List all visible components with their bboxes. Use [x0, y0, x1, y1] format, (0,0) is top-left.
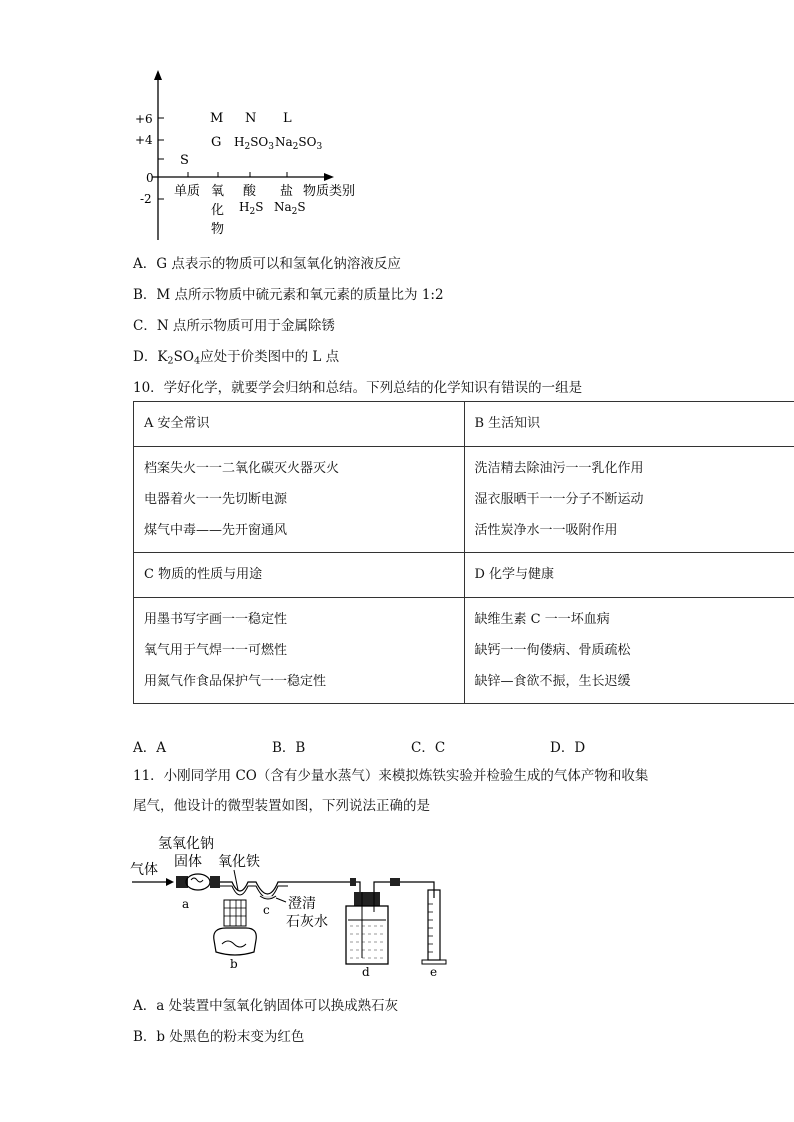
- cell-a-items: [134, 447, 465, 553]
- q10-stem: 10．学好化学，就要学会归纳和总结。下列总结的化学知识有错误的一组是: [133, 380, 583, 396]
- list-item: 档案失火一一二氧化碳灭火器灭火: [144, 461, 340, 476]
- category-oxide-2: 化: [211, 203, 225, 218]
- cell-d-title: D 化学与健康: [464, 553, 794, 598]
- q11-option-a[interactable]: A．a 处装置中氢氧化钠固体可以换成熟石灰: [133, 998, 399, 1014]
- label-fe2o3: 氧化铁: [218, 854, 260, 870]
- list-item: 活性炭净水一一吸附作用: [474, 523, 618, 538]
- point-label-s: S: [180, 153, 189, 168]
- point-label-m: M: [210, 111, 224, 126]
- x-axis-arrow: [324, 173, 334, 181]
- label-gas: 气体: [130, 862, 158, 878]
- category-salt: 盐: [280, 184, 294, 199]
- point-label-l: L: [283, 111, 292, 126]
- cell-b-items: [464, 447, 794, 553]
- point-label-h2so3: $H_2SO_3$: [234, 135, 274, 152]
- list-item: 缺维生素 C 一一坏血病: [474, 612, 610, 627]
- ironmaking-apparatus-diagram: [128, 828, 458, 978]
- category-oxide-3: 物: [211, 222, 225, 237]
- category-elemental: 单质: [174, 184, 201, 199]
- cylinder-e: [422, 890, 446, 964]
- knowledge-summary-table: [133, 401, 794, 704]
- list-item: 缺锌—食欲不振，生长迟缓: [474, 674, 631, 689]
- label-limewater-2: 石灰水: [286, 914, 328, 930]
- list-item: 用氮气作食品保护气一一稳定性: [144, 674, 327, 689]
- q11-stem-line1: 11．小刚同学用 CO（含有少量水蒸气）来模拟炼铁实验并检验生成的气体产物和收集: [133, 768, 649, 784]
- valence-class-graph: [130, 68, 370, 248]
- list-item: 洗洁精去除油污一一乳化作用: [474, 461, 644, 476]
- label-d: d: [362, 965, 370, 978]
- q9-option-d[interactable]: D．$K_2SO_4$应处于价类图中的 L 点: [133, 349, 340, 367]
- list-item: 缺钙一一佝偻病、骨质疏松: [474, 643, 631, 658]
- y-tick-label: -2: [140, 192, 152, 206]
- y-axis-arrow: [154, 70, 162, 80]
- point-label-n: N: [245, 111, 257, 126]
- y-tick-label: 0: [146, 171, 154, 185]
- q9-option-c[interactable]: C．N 点所示物质可用于金属除锈: [133, 318, 335, 334]
- category-oxide-1: 氧: [211, 184, 225, 199]
- label-naoh: 氢氧化钠: [158, 836, 214, 852]
- cell-c-title: C 物质的性质与用途: [134, 553, 465, 598]
- list-item: 湿衣服晒干一一分子不断运动: [474, 492, 644, 507]
- q10-option-b[interactable]: B．B: [272, 740, 306, 756]
- point-label-g: G: [211, 135, 222, 150]
- q11-stem-line2: 尾气，他设计的微型装置如图，下列说法正确的是: [133, 798, 430, 814]
- q10-option-c[interactable]: C．C: [411, 740, 446, 756]
- label-b: b: [230, 957, 238, 971]
- cell-a-title: A 安全常识: [134, 402, 465, 447]
- category-acid: 酸: [243, 184, 257, 199]
- q9-option-a[interactable]: A．G 点表示的物质可以和氢氧化钠溶液反应: [133, 256, 401, 272]
- label-e: e: [430, 965, 438, 978]
- drying-tube-a: [176, 874, 220, 890]
- cell-d-items: [464, 598, 794, 704]
- label-c: c: [263, 903, 270, 917]
- label-solid: 固体: [174, 854, 202, 870]
- q11-option-b[interactable]: B．b 处黑色的粉末变为红色: [133, 1029, 305, 1045]
- point-label-na2so3: $Na_2SO_3$: [275, 135, 323, 152]
- q10-option-a[interactable]: A．A: [133, 740, 166, 756]
- label-a: a: [182, 897, 190, 911]
- list-item: 煤气中毒——先开窗通风: [144, 523, 288, 538]
- list-item: 氧气用于气焊一一可燃性: [144, 643, 288, 658]
- bottle-d: [346, 892, 388, 964]
- q9-option-b[interactable]: B．M 点所示物质中硫元素和氧元素的质量比为 1:2: [133, 287, 444, 303]
- point-label-h2s: $H_2S$: [239, 200, 264, 217]
- q10-option-d[interactable]: D．D: [550, 740, 586, 756]
- cell-b-title: B 生活知识: [464, 402, 794, 447]
- list-item: 电器着火一一先切断电源: [144, 492, 288, 507]
- burner-b: [214, 900, 257, 955]
- cell-c-items: [134, 598, 465, 704]
- x-axis-label: 物质类别: [303, 184, 356, 199]
- list-item: 用墨书写字画一一稳定性: [144, 612, 288, 627]
- y-tick-label: +6: [135, 112, 153, 126]
- point-label-na2s: $Na_2S$: [274, 200, 306, 217]
- label-limewater-1: 澄清: [288, 896, 316, 912]
- y-tick-label: +4: [135, 133, 153, 147]
